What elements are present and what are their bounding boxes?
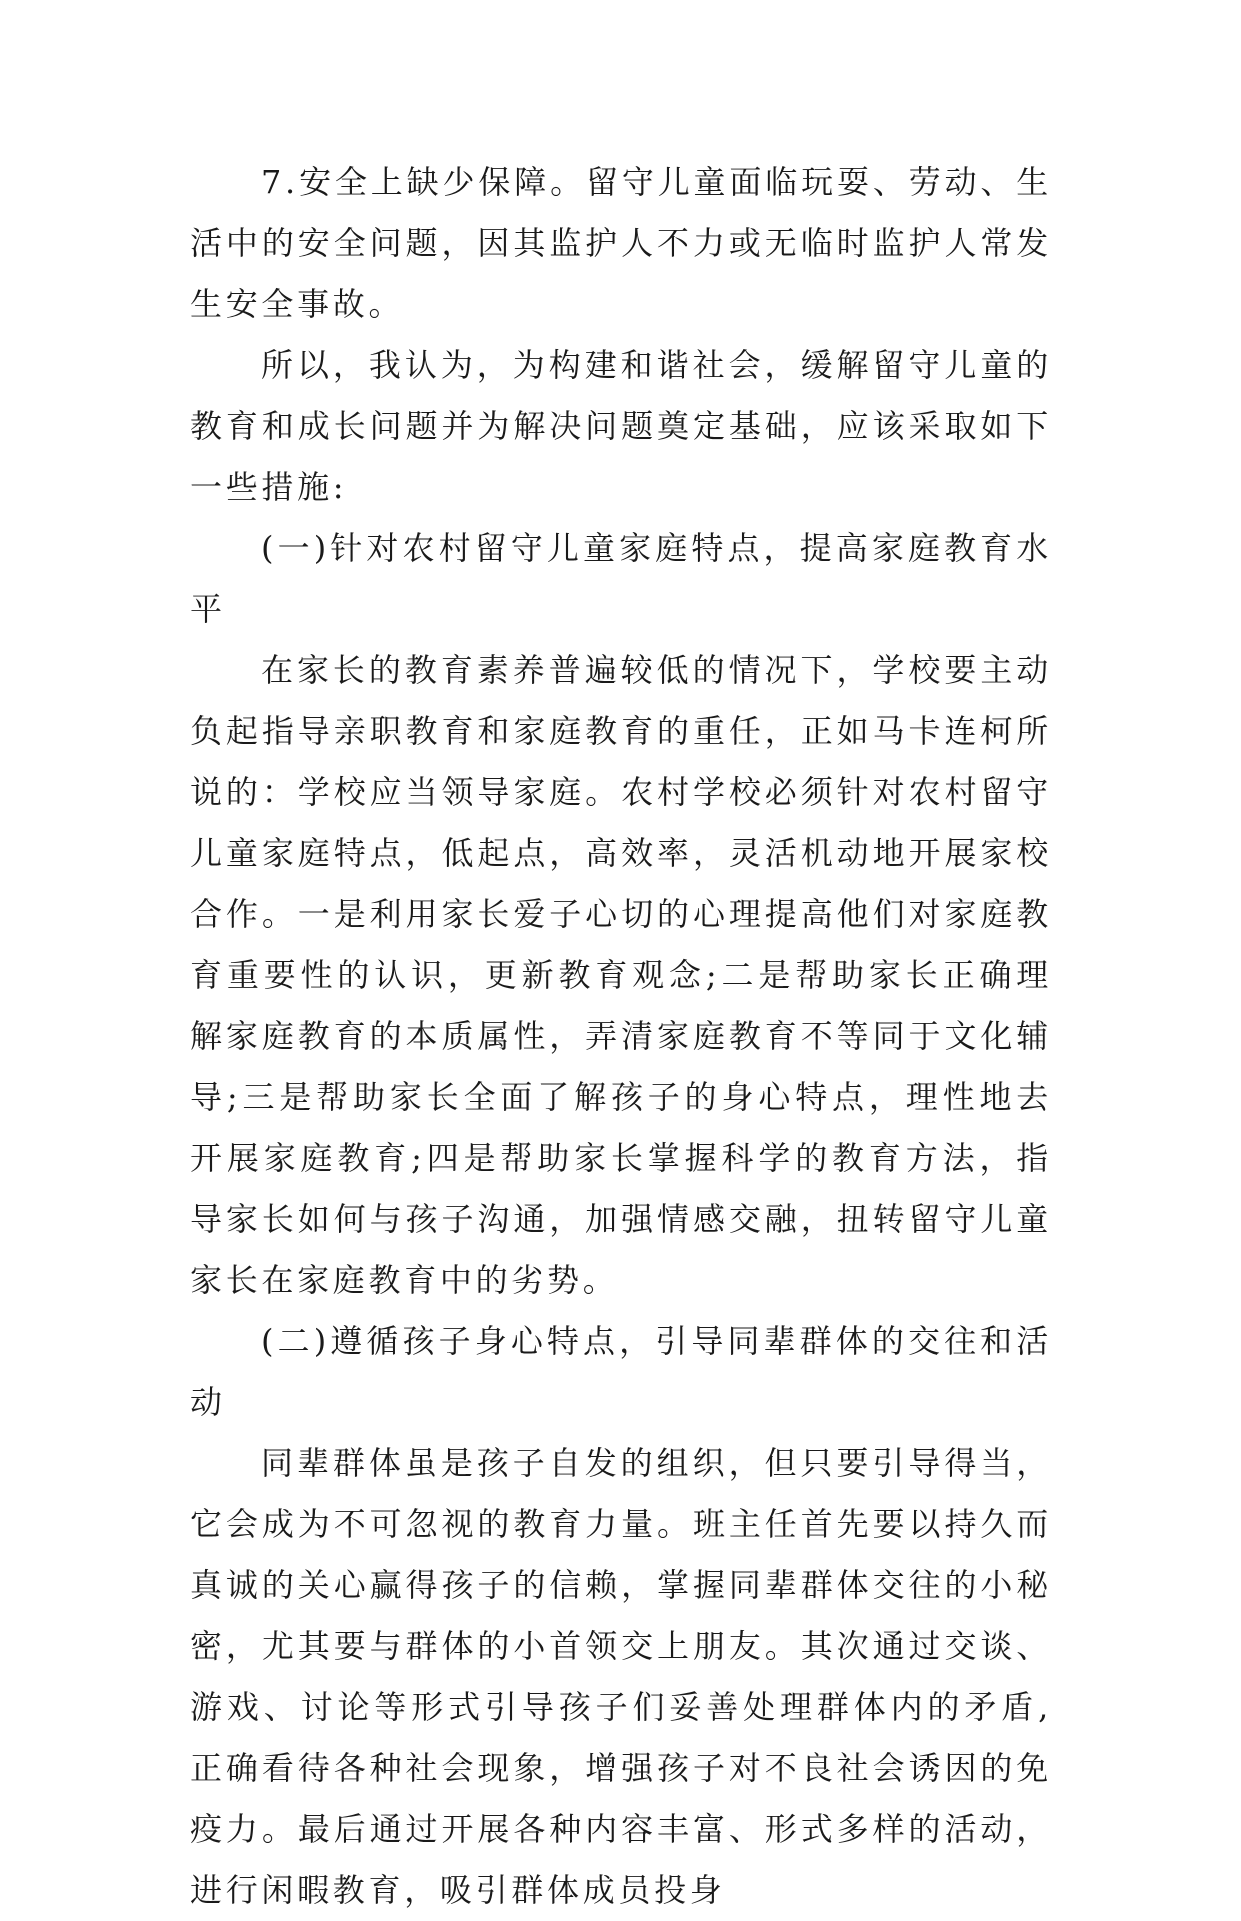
document-body <box>190 152 1052 1921</box>
paragraph-measures-intro: 所以，我认为，为构建和谐社会，缓解留守儿童的教育和成长问题并为解决问题奠定基础，应该采取如下一些措施: <box>190 346 1052 506</box>
section-heading-2: (二)遵循孩子身心特点，引导同辈群体的交往和活动 <box>190 1322 1052 1421</box>
paragraph-family-education: 在家长的教育素养普遍较低的情况下，学校要主动负起指导亲职教育和家庭教育的重任，正如马卡连柯所说的：学校应当领导家庭。农村学校必须针对农村留守儿童家庭特点，低起点，高效率，灵活机动地开展家校合作。一是利用家长爱子心切的心理提高他们对家庭教育重要性的认识，更新教育观念;二是帮助家长正确理解家庭教育的本质属性，弄清家庭教育不等同于文化辅导;三是帮助家长全面了解孩子的身心特点，理性地去开展家庭教育;四是帮助家长掌握科学的教育方法，指导家长如何与孩子沟通，加强情感交融，扭转留守儿童家长在家庭教育中的劣势。 <box>190 651 1052 1299</box>
paragraph-peer-groups: 同辈群体虽是孩子自发的组织，但只要引导得当，它会成为不可忽视的教育力量。班主任首先要以持久而真诚的关心赢得孩子的信赖，掌握同辈群体交往的小秘密，尤其要与群体的小首领交上朋友。其次通过交谈、游戏、讨论等形式引导孩子们妥善处理群体内的矛盾,正确看待各种社会现象，增强孩子对不良社会诱因的免疫力。最后通过开展各种内容丰富、形式多样的活动，进行闲暇教育，吸引群体成员投身 <box>190 1444 1052 1909</box>
paragraph-safety: 7.安全上缺少保障。留守儿童面临玩耍、劳动、生活中的安全问题，因其监护人不力或无临时监护人常发生安全事故。 <box>190 163 1052 323</box>
section-heading-1: (一)针对农村留守儿童家庭特点，提高家庭教育水平 <box>190 529 1052 628</box>
